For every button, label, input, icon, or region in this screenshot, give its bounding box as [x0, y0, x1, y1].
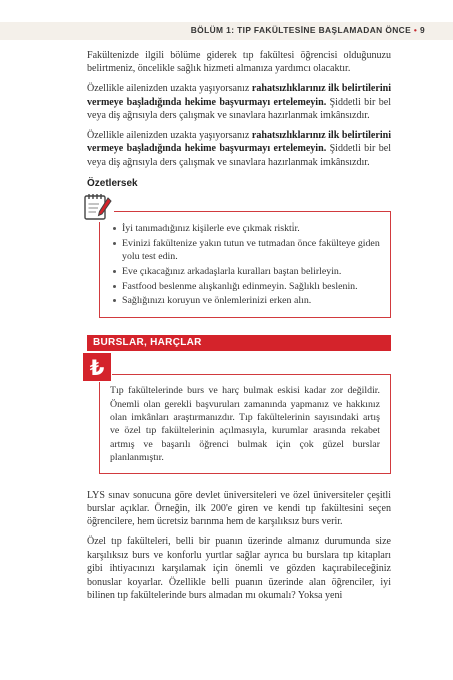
chapter-title: BÖLÜM 1: TIP FAKÜLTESİNE BAŞLAMADAN ÖNCE — [190, 25, 412, 35]
paragraph-2 — [87, 82, 391, 122]
paragraph-2-bold: rahatsızlıklarınız ilk belirtilerini vermeye başladığında hekime başvurmayı ertelemeyin. — [87, 83, 391, 108]
summary-title: Özetlersek — [87, 178, 138, 190]
turkish-lira-icon — [82, 352, 112, 382]
list-item: Evinizi fakültenize yakın tutun ve tutmadan önce fakülteye giden yolu test edin. — [122, 237, 380, 263]
scholarship-box-text: Tıp fakültelerinde burs ve harç bulmak eskisi kadar zor değildir. Önemli olan gerekli başvuruları zamanında yapmanız ve hakkınız olan imkânları araştırmanızdır. Tıp fakültelerinin sayısındaki artış ve özel tıp fakültelerinin açılmasıyla, kurumlar arasında rekabet artmış ve başarılı öğrenci bulmak için çok güzel burslar planlanmıştır. — [110, 385, 380, 464]
lower-text — [87, 489, 391, 603]
header-bullet: • — [413, 25, 418, 35]
paragraph-3-start: Özellikle ailenizden uzakta yaşıyorsanız — [87, 130, 252, 142]
scholarship-box — [89, 356, 391, 473]
paragraph-3 — [87, 129, 391, 169]
summary-list — [108, 222, 380, 308]
section-heading-bar — [87, 335, 391, 351]
running-head — [191, 25, 425, 35]
paragraph-1: Fakültenizde ilgili bölüme giderek tıp fakültesi öğrencisi olduğunuzu belirtmeniz, öncelikle sağlık hizmeti almanıza yardımcı olacaktır. — [87, 50, 391, 75]
page-header — [0, 22, 453, 40]
paragraph-2-end: Şiddetli bir bel veya diş ağrısıyla ders çalışmak ve sınavlara hazırlanmak imkânsızdır. — [87, 96, 391, 122]
list-item: Fastfood beslenme alışkanlığı edinmeyin. Sağlıklı beslenin. — [122, 280, 380, 293]
lira-glyph: ₺ — [89, 356, 105, 381]
paragraph-4: LYS sınav sonucuna göre devlet üniversiteleri ve özel üniversiteler çeşitli burslar açıklar. Örneğin, ilk 200'e giren ve kendi tıp fakültesini seçen öğrencilere, hem ücretsiz barınma hem de karşılıksız burs verir. — [87, 489, 391, 528]
paragraph-3-end: Şiddetli bir bel veya diş ağrısıyla ders çalışmak ve sınavlara hazırlanmak imkânsızdır. — [87, 143, 391, 168]
paragraph-3-bold: rahatsızlıklarınız ilk belirtilerini vermeye başladığında hekime başvurmayı ertelemeyin. — [87, 130, 391, 155]
section-title: BURSLAR, HARÇLAR — [93, 337, 202, 349]
paragraph-5: Özel tıp fakülteleri, belli bir puanın üzerinde almanız durumunda size karşılıksız burs ve konforlu yurtlar sağlar ayrıca bu burslara tıp kitapları gibi ihtiyacınızı karşılamak için önemli ve gözden kaçırabileceğiniz bonuslar koyarlar. Özellikle belli puanın üzerinde alan öğrenciler, iyi bilinen tıp fakültelerinde burs almadan mı okumalı? Yoksa yeni — [87, 536, 391, 601]
list-item: Sağlığınızı koruyun ve önlemlerinizi erken alın. — [122, 294, 380, 307]
paragraph-2-start: Özellikle ailenizden uzakta yaşıyorsanız — [87, 83, 252, 95]
list-item: İyi tanımadığınız kişilerle eve çıkmak riskti̇r. — [122, 222, 380, 235]
notepad-pencil-icon — [82, 190, 114, 222]
list-item: Eve çıkacağınız arkadaşlarla kuralları baştan belirleyin. — [122, 265, 380, 278]
summary-box — [99, 211, 391, 318]
page-number: 9 — [419, 25, 425, 35]
page-content — [87, 49, 391, 609]
